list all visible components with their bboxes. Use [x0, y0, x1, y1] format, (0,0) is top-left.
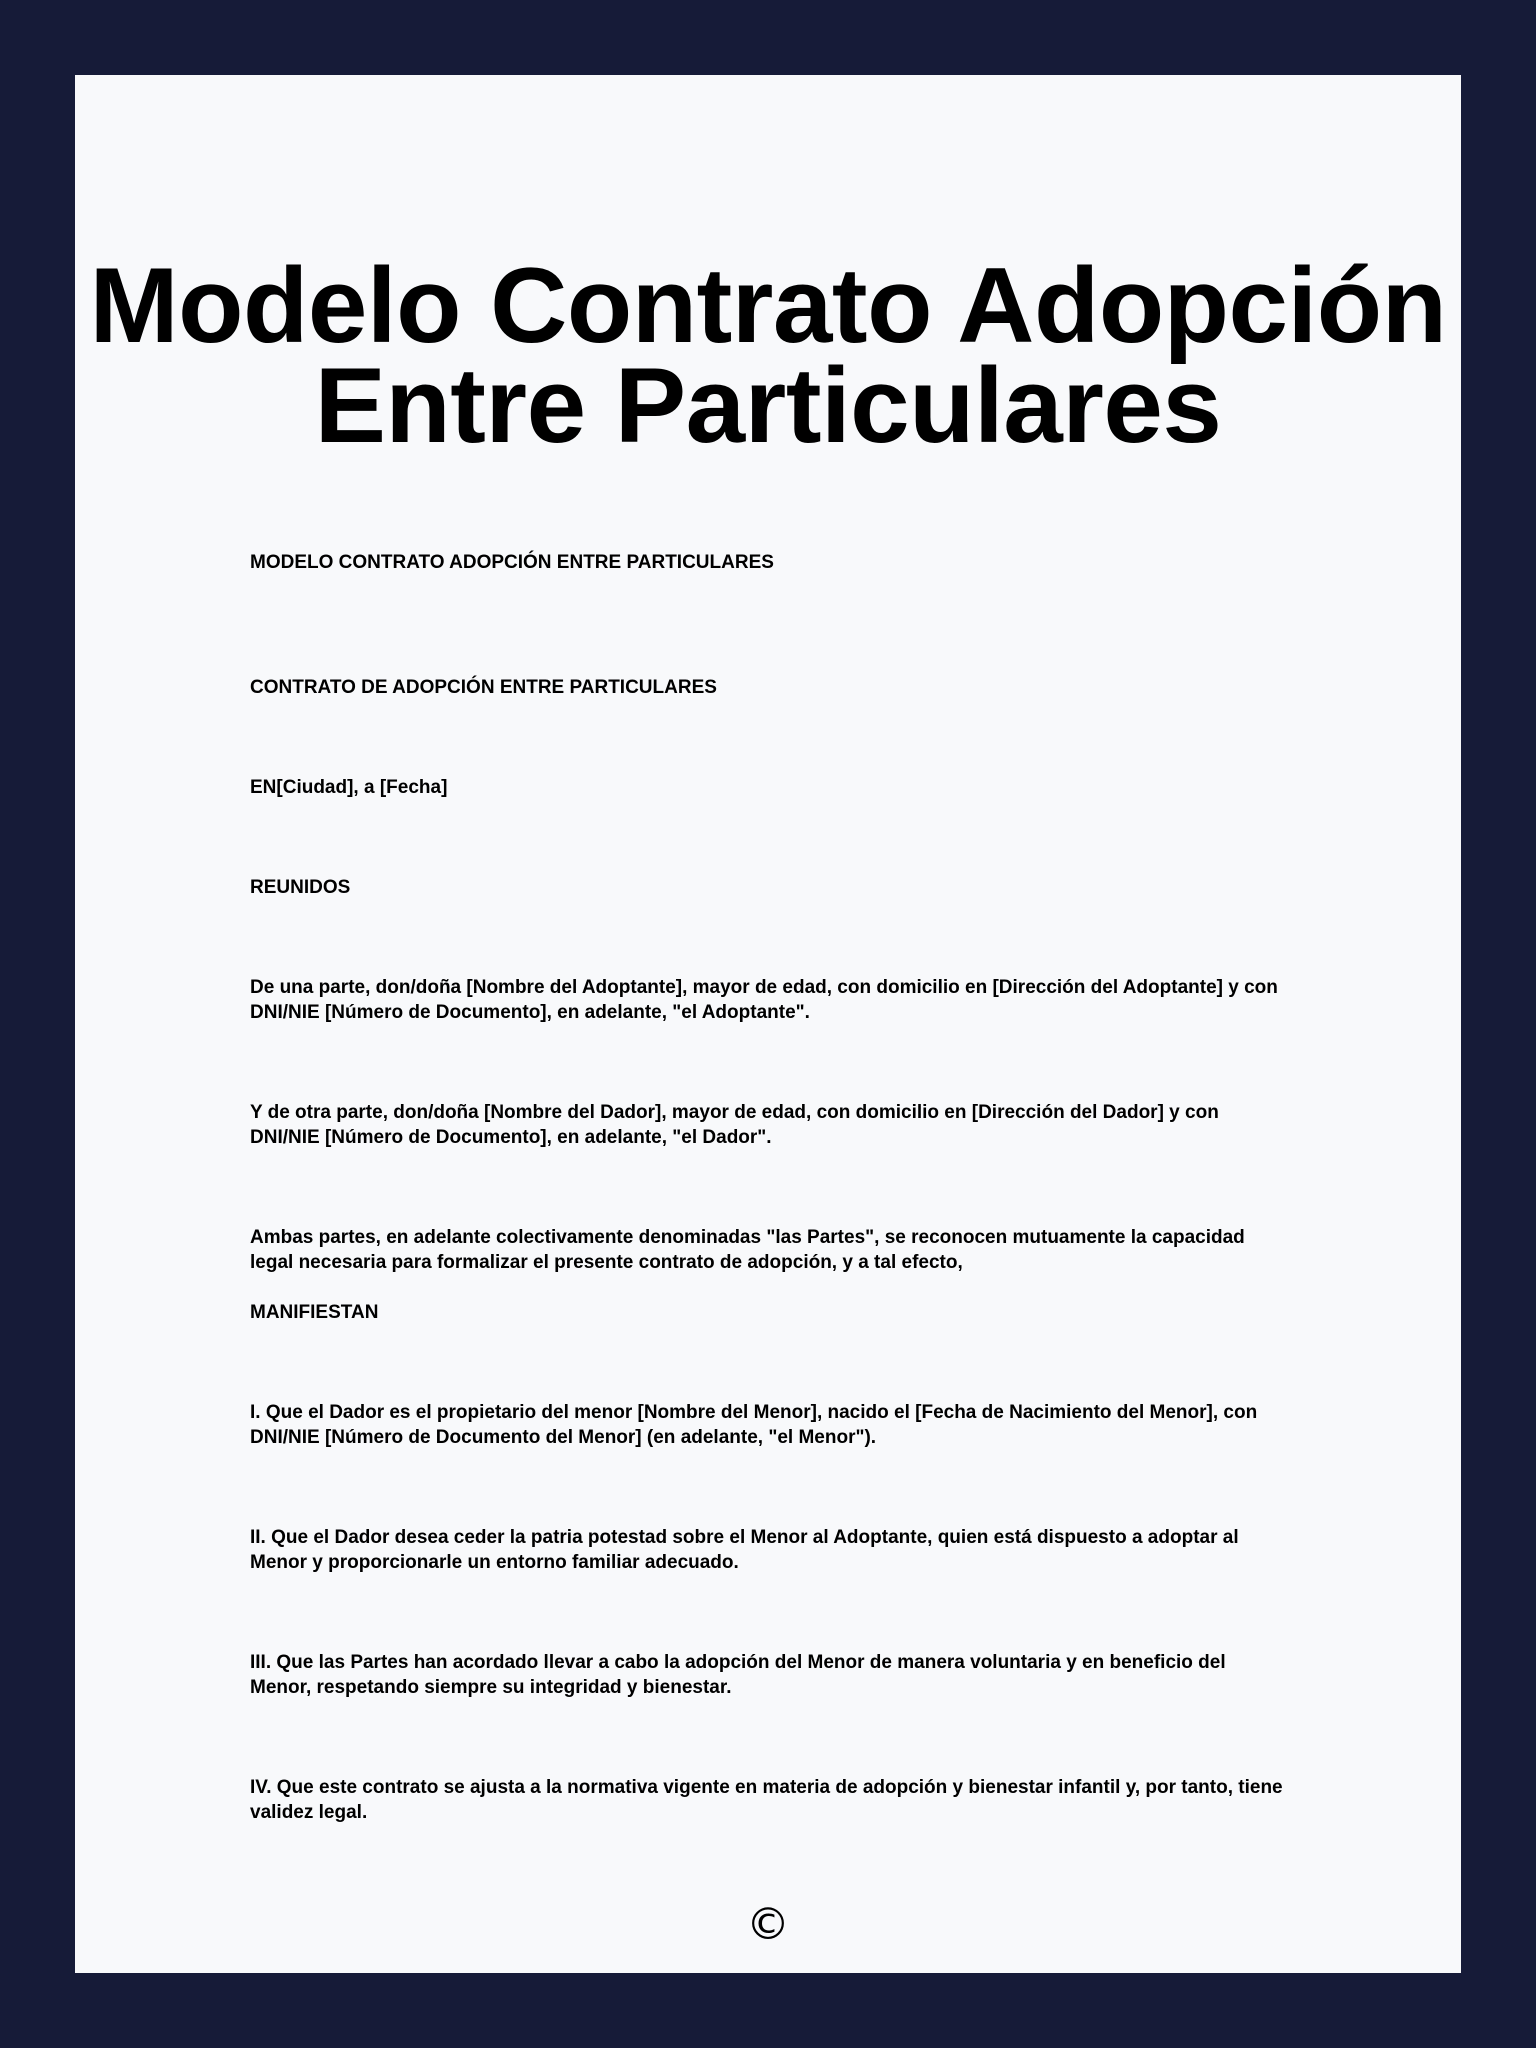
- heading-modelo: MODELO CONTRATO ADOPCIÓN ENTRE PARTICULARES: [250, 552, 774, 573]
- clause-ii: II. Que el Dador desea ceder la patria potestad sobre el Menor al Adoptante, quien está dispuesto a adoptar al Menor y proporcionarle un entorno familiar adecuado.: [250, 1527, 1239, 1573]
- clause-i: I. Que el Dador es el propietario del menor [Nombre del Menor], nacido el [Fecha de Nacimiento del Menor], con DNI/NIE [Número de Documento del Menor] (en adelante, "el Menor").: [250, 1402, 1258, 1448]
- clause-iii: III. Que las Partes han acordado llevar a cabo la adopción del Menor de manera voluntaria y en beneficio del Menor, respetando siempre su integridad y bienestar.: [250, 1652, 1226, 1698]
- clause-iv: IV. Que este contrato se ajusta a la normativa vigente en materia de adopción y bienestar infantil y, por tanto, tiene validez legal.: [250, 1777, 1283, 1823]
- section-manifiestan: MANIFIESTAN: [250, 1302, 379, 1323]
- section-reunidos: REUNIDOS: [250, 877, 351, 898]
- copyright-icon: ©: [746, 1899, 790, 1950]
- paragraph-dador: Y de otra parte, don/doña [Nombre del Dador], mayor de edad, con domicilio en [Dirección del Dador] y con DNI/NIE [Número de Documento], en adelante, "el Dador".: [250, 1102, 1219, 1148]
- paragraph-ambas-partes: Ambas partes, en adelante colectivamente denominadas "las Partes", se reconocen mutuamente la capacidad legal necesaria para formalizar el presente contrato de adopción, y a tal efecto,: [250, 1227, 1245, 1273]
- document-page: [75, 75, 1461, 1973]
- heading-contrato: CONTRATO DE ADOPCIÓN ENTRE PARTICULARES: [250, 677, 717, 698]
- place-date-line: EN[Ciudad], a [Fecha]: [250, 777, 448, 798]
- paragraph-adoptante: De una parte, don/doña [Nombre del Adoptante], mayor de edad, con domicilio en [Dirección del Adoptante] y con DNI/NIE [Número de Documento], en adelante, "el Adoptante".: [250, 977, 1278, 1023]
- document-title: Modelo Contrato Adopción Entre Particulares: [89, 245, 1447, 465]
